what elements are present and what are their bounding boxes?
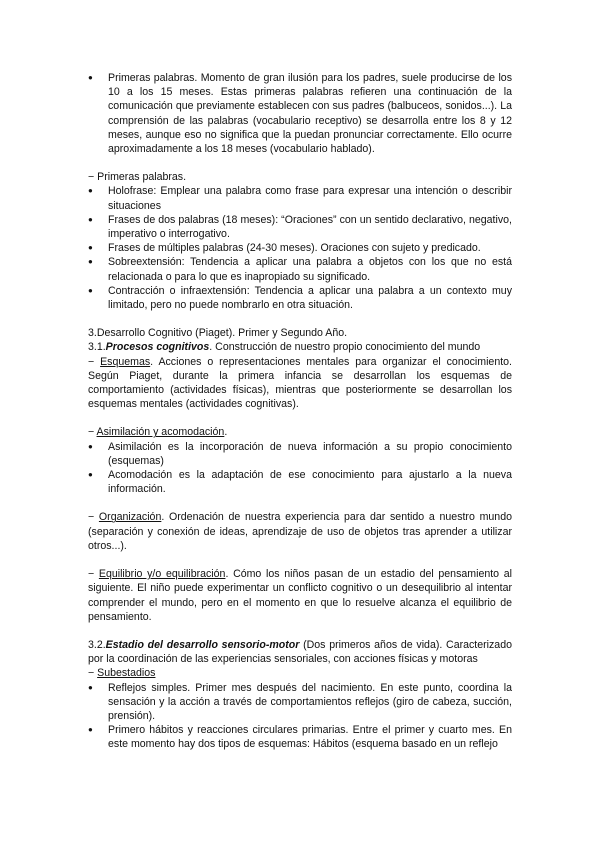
list-item: ● Frases de dos palabras (18 meses): “Oraciones” con un sentido declarativo, negativo, imperativo o interrogativo. [88, 213, 512, 241]
list-item: ● Reflejos simples. Primer mes después del nacimiento. En este punto, coordina la sensación y la acción a través de comportamientos reflejos (giro de cabeza, succión, prensión). [88, 681, 512, 724]
paragraph-subestadios [88, 666, 512, 680]
paragraph-text: . Acciones o representaciones mentales para organizar el conocimiento. Según Piaget, durante la primera infancia se desarrollan los esquemas de comportamiento (actividades físicas), mientras que posteriormente se desarrollan los esquemas mentales (actividades cognitivas). [88, 355, 512, 411]
paragraph-asimilacion [88, 425, 512, 439]
subsection-number: 3.1. [88, 341, 106, 354]
subsection-number: 3.2. [88, 638, 106, 651]
list-item: ● Contracción o infraextensión: Tendencia a aplicar una palabra a un contexto muy limitado, pero no puede nombrarlo en otra situación. [88, 284, 512, 312]
subsection-bold-title: Estadio del desarrollo sensorio-motor [105, 638, 300, 651]
subsection-bold-title: Procesos cognitivos [105, 341, 210, 354]
bullet-list-primeras-palabras [88, 184, 512, 312]
list-item: ● Asimilación es la incorporación de nueva información a su propio conocimiento (esquemas) [88, 440, 512, 468]
subsection-title-3-1 [88, 340, 512, 354]
bullet-list-subestadios [88, 681, 512, 752]
list-item: ● Acomodación es la adaptación de ese conocimiento para ajustarlo a la nueva información. [88, 468, 512, 496]
spacer [88, 156, 512, 170]
paragraph-text: . Ordenación de nuestra experiencia para dar sentido a nuestro mundo (separación y conexión de ideas, aprendizaje de uso de objetos tras aprender a utilizar otros...). [88, 511, 512, 552]
subsection-rest: . Construcción de nuestro propio conocimiento del mundo [209, 341, 481, 354]
spacer [88, 312, 512, 326]
bullet-list-primeras-palabras-intro [88, 71, 512, 156]
list-item: ● Primeras palabras. Momento de gran ilusión para los padres, suele producirse de los 10 a los 15 meses. Estas primeras palabras refieren una continuación de la comunicación que previamente establecen con sus padres (balbuceos, sonidos...). La comprensión de las palabras (vocabulario receptivo) se desarrolla entre los 8 y 12 meses, aunque eso no significa que la puedan pronunciar correctamente. Ello ocurre aproximadamente a los 18 meses (vocabulario hablado). [88, 71, 512, 156]
term-subestadios: Subestadios [97, 667, 156, 680]
paragraph-text: . Cómo los niños pasan de un estadio del pensamiento al siguiente. El niño puede experimentar un conflicto cognitivo o un desequilibrio al intentar comprender el mundo, pero en el momento en que lo resuelve alcanza el equilibrio de pensamiento. [88, 568, 512, 623]
paragraph-organizacion [88, 510, 512, 553]
term-asimilacion: Asimilación y acomodación [96, 426, 225, 439]
subsection-title-3-2 [88, 638, 512, 666]
bullet-list-asimilacion [88, 440, 512, 497]
paragraph-equilibrio [88, 567, 512, 624]
spacer [88, 496, 512, 510]
dash: − [88, 568, 99, 581]
dash: − [88, 355, 101, 368]
list-item: ● Frases de múltiples palabras (24-30 meses). Oraciones con sujeto y predicado. [88, 241, 512, 255]
list-item: ● Primero hábitos y reacciones circulares primarias. Entre el primer y cuarto mes. En este momento hay dos tipos de esquemas: Hábitos (esquema basado en un reflejo [88, 723, 512, 751]
dash: − [88, 426, 97, 439]
subsection-rest: (Dos primeros años de vida). Caracterizado por la coordinación de las experiencias sensoriales, con acciones físicas y motoras [88, 638, 512, 666]
spacer [88, 624, 512, 638]
section-heading: − Primeras palabras. [88, 171, 187, 184]
term-equilibrio: Equilibrio y/o equilibración [98, 568, 226, 581]
list-item: ● Sobreextensión: Tendencia a aplicar una palabra a objetos con los que no está relacionada o para lo que es inapropiado su significado. [88, 255, 512, 283]
list-item: ● Holofrase: Emplear una palabra como frase para expresar una intención o describir situaciones [88, 184, 512, 212]
period: . [224, 426, 228, 439]
section-title: 3.Desarrollo Cognitivo (Piaget). Primer y Segundo Año. [88, 327, 348, 340]
dash: − [88, 511, 99, 524]
spacer [88, 553, 512, 567]
spacer [88, 411, 512, 425]
term-organizacion: Organización [98, 511, 162, 524]
term-esquemas: Esquemas [100, 355, 151, 368]
dash: − [88, 667, 98, 680]
paragraph-esquemas [88, 355, 512, 412]
